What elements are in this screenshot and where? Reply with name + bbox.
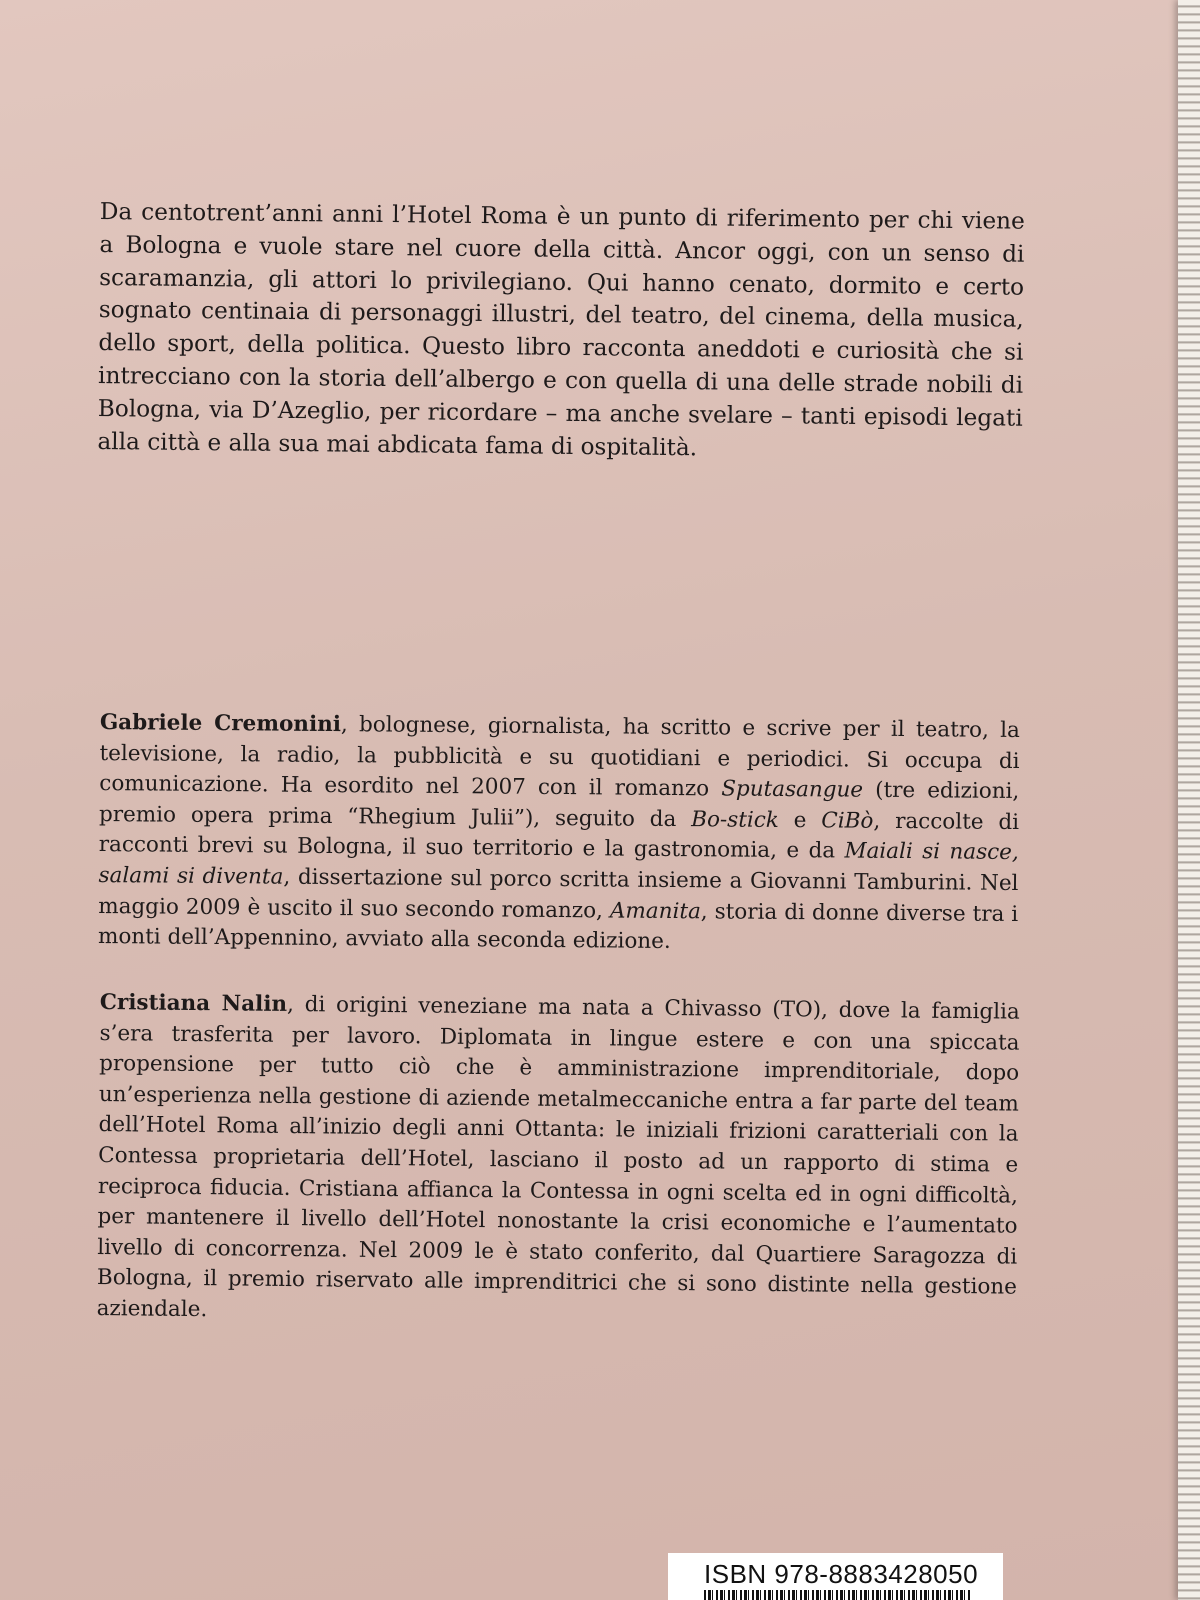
bio-text: , raccolte di racconti brevi su Bologna, il suo territorio e la gastronomia, e da bbox=[98, 808, 1020, 864]
bio-text: , bolognese, giornalista, ha scritto e scrive per il teatro, la televisione, la radio, la pubblicità e su quotidiani e periodici. Si occupa di comunicazione. Ha esordito nel 2007 con il romanzo bbox=[99, 712, 1020, 802]
bio-text: , storia di donne diverse tra i monti dell’Appennino, avviato alla seconda edizione. bbox=[97, 898, 1019, 955]
author-name: Cristiana Nalin bbox=[99, 989, 288, 1017]
book-title: Sputasangue bbox=[721, 776, 864, 803]
book-title: CiBò bbox=[821, 808, 874, 834]
isbn-number: ISBN 978-8883428050 bbox=[704, 1559, 979, 1589]
barcode-icon bbox=[704, 1590, 972, 1600]
author-bio-cremonini bbox=[98, 708, 1020, 961]
book-title: Maiali si nasce, salami si diventa bbox=[98, 838, 1019, 890]
bio-text: (tre edizioni, premio opera prima “Rhegium Julii”), seguito da bbox=[98, 777, 1020, 832]
page-edges bbox=[1178, 0, 1200, 1600]
isbn-sticker bbox=[668, 1553, 1003, 1600]
book-blurb: Da centotrent’anni anni l’Hotel Roma è un punto di riferimento per chi viene a Bologna e vuole stare nel cuore della città. Ancor oggi, con un senso di scaramanzia, gli attori lo privilegiano. Qui hanno cenato, dormito e certo sognato centinaia di personaggi illustri, del teatro, del cinema, della musica, dello sport, della politica. Questo libro racconta aneddoti e curiosità che si intrecciano con la storia dell’albergo e con quella di una delle strade nobili di Bologna, via D’Azeglio, per ricordare – ma anche svelare – tanti episodi legati alla città e alla sua mai abdicata fama di ospitalità. bbox=[97, 197, 1025, 461]
author-name: Gabriele Cremonini bbox=[99, 709, 342, 738]
bio-text: , di origini veneziane ma nata a Chivasso (TO), dove la famiglia s’era trasferita per lavoro. Diplomata in lingue estere e con una spiccata propensione per tutto ciò che è amministrazione imprenditoriale, dopo un’esperienza nella gestione di aziende metalmeccaniche entra a far parte del team dell’Hotel Roma all’inizio degli anni Ottanta: le iniziali frizioni caratteriali con la Contessa proprietaria dell’Hotel, lasciano il posto ad un rapporto di stima e reciproca fiducia. Cristiana affianca la Contessa in ogni scelta ed in ogni difficoltà, per mantenere il livello dell’Hotel nonostante la crisi economiche e l’aumentato livello di concorrenza. Nel 2009 le è stato conferito, dal Quartiere Saragozza di Bologna, il premio riservato alle imprenditrici che si sono distinte nella gestione aziendale. bbox=[96, 991, 1020, 1323]
author-bio-nalin bbox=[96, 988, 1019, 1334]
book-title: Amanita bbox=[609, 898, 701, 924]
bio-text: , dissertazione sul porco scritta insieme a Giovanni Tamburini. Nel maggio 2009 è uscito il suo secondo romanzo, bbox=[98, 864, 1019, 924]
book-title: Bo-stick bbox=[691, 806, 779, 833]
bio-text: e bbox=[778, 807, 822, 834]
